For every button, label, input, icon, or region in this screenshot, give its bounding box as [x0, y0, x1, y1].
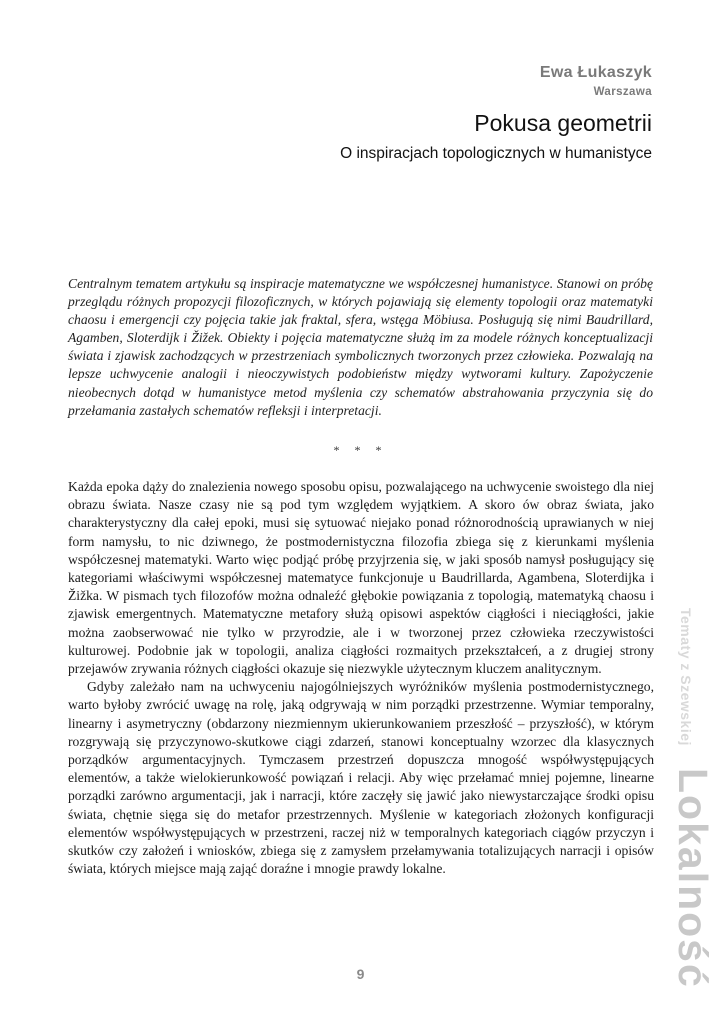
author-name: Ewa Łukaszyk: [539, 64, 652, 81]
sidebar-topic-label: Lokalność: [670, 768, 716, 989]
body-paragraph-2: Gdyby zależało nam na uchwyceniu najogólniejszych wyróżników myślenia postmodernistycznego, warto byłoby zwrócić uwagę na rolę, jaką odgrywają w nim porządki przestrzenne. Wymiar temporalny, linearny i asymetryczny (obdarzony niezmiennym ukierunkowaniem przeszłość – przyszłość), w którym rozgrywają się przyczynowo-skutkowe ciągi zdarzeń, stanowi konceptualny wzorzec dla klasycznych porządków argumentacyjnych. Tymczasem przestrzeń dopuszcza mnogość współwystępujących elementów, a także wielokierunkowość powiązań i relacji. Aby więc przełamać mniej pojemne, linearne porządki zarówno argumentacji, jak i narracji, które zaczęły się jawić jako niewystarczające środki opisu świata, chętnie sięga się do metafor przestrzennych. Myślenie w kategoriach złożonych konfiguracji elementów współwystępujących w przestrzeni, raczej niż w temporalnych kategoriach ciągów przyczyn i skutków czy założeń i wniosków, zbiega się z zamysłem przełamywania totalizujących narracji i opisów świata, których miejsce mają zająć doraźne i mnogie prawdy lokalne.: [68, 679, 654, 877]
page-number: 9: [356, 966, 365, 982]
article-body: [68, 478, 654, 878]
sidebar-series-label: Tematy z Szewskiej: [678, 608, 694, 746]
body-paragraph-1: Każda epoka dąży do znalezienia nowego sposobu opisu, pozwalającego na uchwycenie swoistego dla niej obrazu świata. Nasze czasy nie są pod tym względem wyjątkiem. A skoro ów obraz świata, jako charakterystyczny dla całej epoki, musi się sytuować niejako ponad różnorodnością uprawianych w niej form namysłu, to nic dziwnego, że postmodernistyczna filozofia zbiega się z kierunkami myślenia współczesnej matematyki. Warto więc podjąć próbę przyjrzenia się, w jaki sposób namysł posługujący się kategoriami właściwymi współczesnej matematyce funkcjonuje u Baudrillarda, Agambena, Sloterdijka i Žižka. W pismach tych filozofów można odnaleźć głębokie powiązania z topologią, matematyką chaosu i zjawisk emergentnych. Matematyczne metafory służą opisowi aspektów ciągłości i nieciągłości, jakie można zaobserwować nie tylko w przyrodzie, ale i w tworzonej przez człowieka rzeczywistości kulturowej. Podobnie jak w topologii, analiza ciągłości rozmaitych przekształceń, a z drugiej strony przejawów zrywania różnych ciągłości okazuje się niezwykle użytecznym kluczem analitycznym.: [68, 479, 654, 677]
article-subtitle: O inspiracjach topologicznych w humanistyce: [340, 145, 652, 162]
article-title: Pokusa geometrii: [474, 110, 652, 136]
article-abstract: Centralnym tematem artykułu są inspiracje matematyczne we współczesnej humanistyce. Stanowi on próbę przeglądu różnych propozycji filozoficznych, w których pojawiają się elementy topologii oraz matematyki chaosu i emergencji czy pojęcia takie jak fraktal, sfera, wstęga Möbiusa. Posługują się nimi Baudrillard, Agamben, Sloterdijk i Žižek. Obiekty i pojęcia matematyczne służą im za modele różnych konceptualizacji świata i zjawisk zachodzących w przestrzeniach symbolicznych tworzonych przez człowieka. Pozwalają na lepsze uchwycenie analogii i nieoczywistych podobieństw między wytworami kultury. Zapożyczenie nieobecnych dotąd w humanistyce metod myślenia czy schematów abstrahowania przyczynia się do przełamania zastałych schematów refleksji i interpretacji.: [68, 276, 653, 418]
author-city: Warszawa: [593, 86, 652, 98]
section-separator: * * *: [333, 443, 388, 457]
